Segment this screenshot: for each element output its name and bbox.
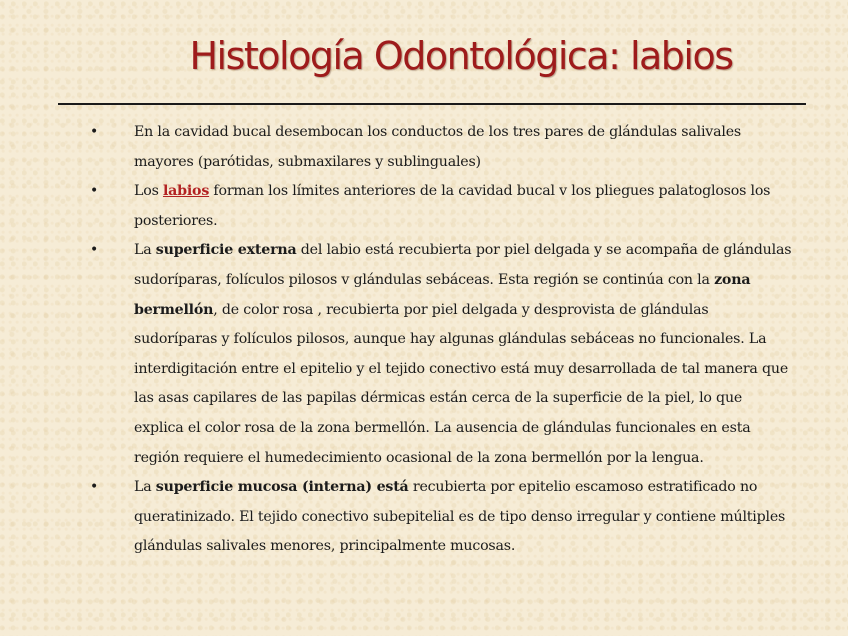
labios-link[interactable]: labios xyxy=(162,183,210,200)
bullet-text-p3: , de color rosa , recubierta por piel delgada y desprovista de glándulas sudoríparas y folículos pilosos, aunque hay algunas glándulas sebáceas no funcionales. La interdigitación entre el epitelio y el tejido conectivo está muy desarrollada de tal manera que las asas capilares de las papilas dérmicas están cerca de la superficie de la piel, lo que explica el color rosa de la zona bermellón. La ausencia de glándulas funcionales en esta región requiere el humedecimiento ocasional de la zona bermellón por la lengua. xyxy=(134,301,789,466)
bullet-text-p2: recubierta por epitelio escamoso estratificado no queratinizado. El tejido conectivo subepitelial es de tipo denso irregular y contiene múltiples glándulas salivales menores, principalmente mucosas. xyxy=(134,479,786,555)
bullet-dot-icon: • xyxy=(90,242,99,259)
title-divider xyxy=(58,103,806,105)
term-superficie-externa: superficie externa xyxy=(155,242,297,259)
bullet-item-3 xyxy=(84,236,794,473)
bullet-text-p1: La xyxy=(134,479,156,496)
slide-body xyxy=(84,118,794,562)
bullet-text-p2: del labio está recubierta por piel delgada y se acompaña de glándulas sudoríparas, folículos pilosos v glándulas sebáceas. Esta región se continúa con la xyxy=(134,242,792,288)
bullet-text-pre: Los xyxy=(134,183,163,200)
term-superficie-mucosa: superficie mucosa (interna) está xyxy=(155,479,409,496)
bullet-dot-icon: • xyxy=(90,479,99,496)
bullet-item-1 xyxy=(84,118,794,177)
bullet-item-2 xyxy=(84,177,794,236)
bullet-text-p1: La xyxy=(134,242,156,259)
bullet-text: En la cavidad bucal desembocan los conductos de los tres pares de glándulas salivales mayores (parótidas, submaxilares y sublinguales) xyxy=(134,124,741,170)
bullet-item-4 xyxy=(84,473,794,562)
bullet-dot-icon: • xyxy=(90,183,99,200)
term-zona-bermellon: zona bermellón xyxy=(134,271,751,318)
bullet-dot-icon: • xyxy=(90,124,99,140)
slide-title: Histología Odontológica: labios xyxy=(189,34,733,78)
bullet-text-post: forman los límites anteriores de la cavidad bucal v los pliegues palatoglosos los posteriores. xyxy=(134,183,771,229)
